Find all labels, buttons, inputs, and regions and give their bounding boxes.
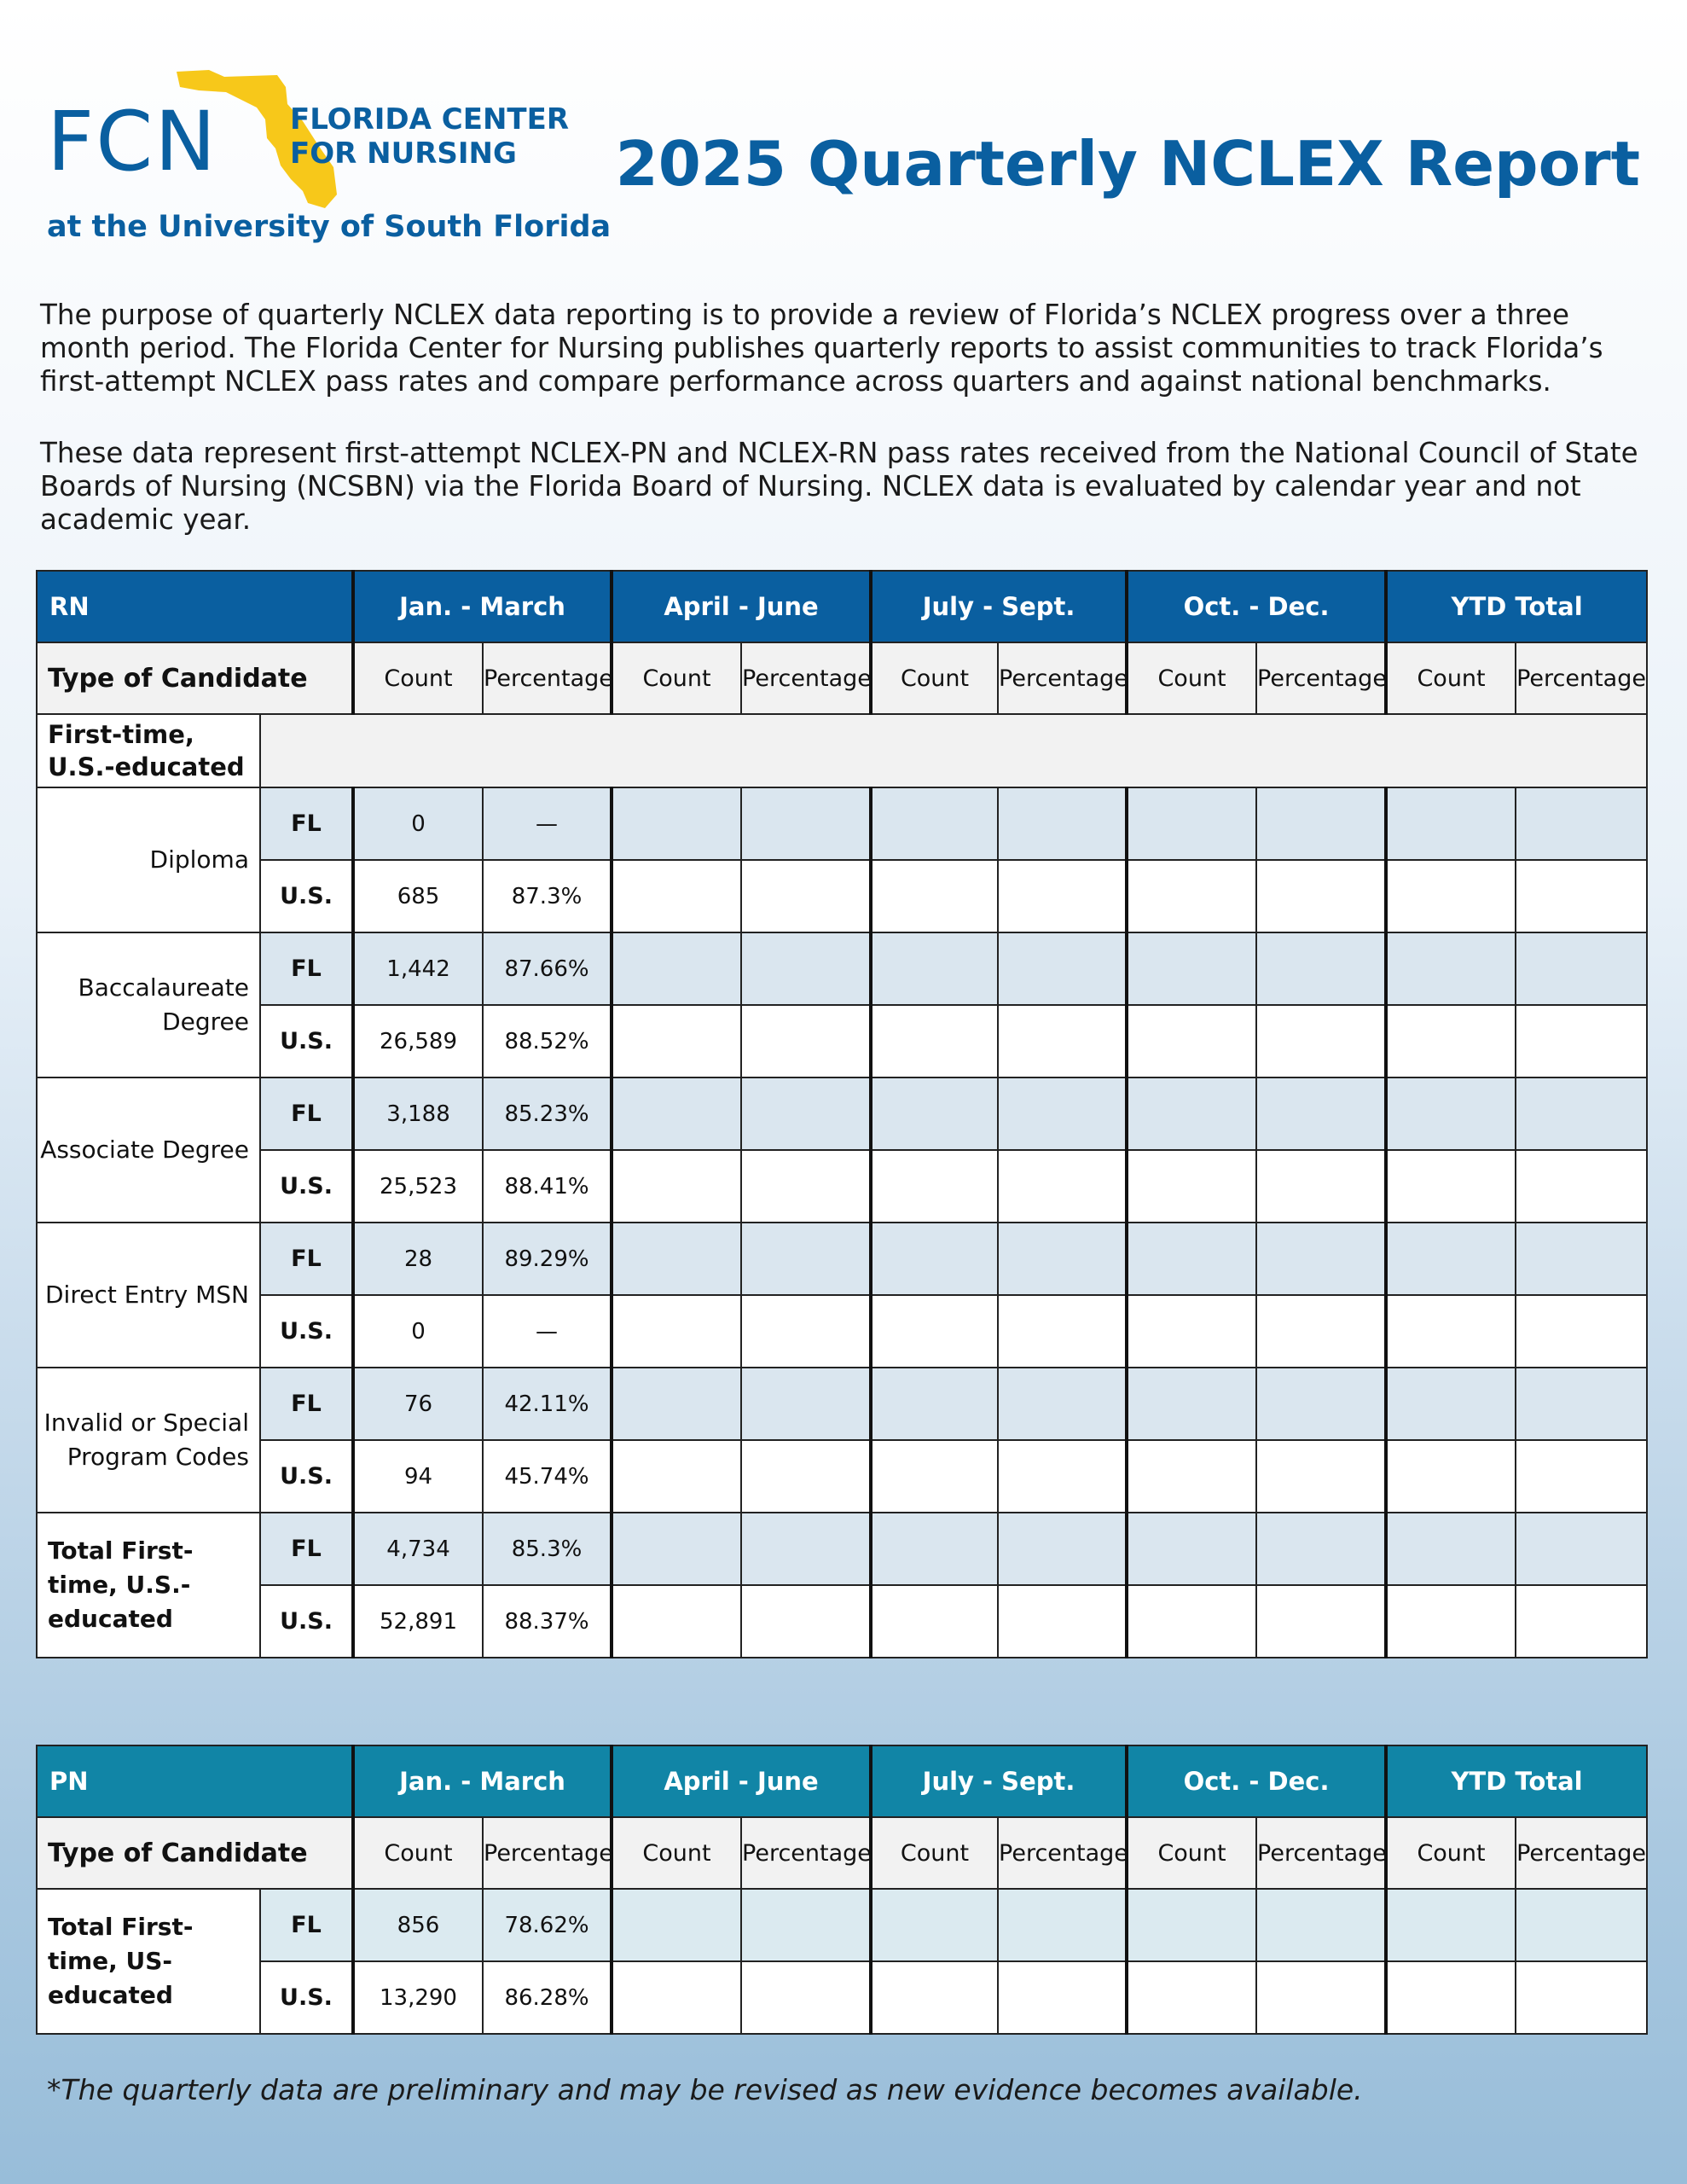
percentage-cell (741, 1889, 871, 1961)
quarter-header-q4: Oct. - Dec. (1127, 1745, 1386, 1817)
count-header: Count (353, 1817, 483, 1889)
percentage-cell (1256, 932, 1386, 1005)
count-cell (1127, 1077, 1256, 1150)
count-header: Count (1127, 1817, 1256, 1889)
table-row (37, 1513, 1647, 1585)
intro-paragraph-1: The purpose of quarterly NCLEX data reporting is to provide a review of Florida’s NCLEX progress over a three month period. The Florida Center for Nursing publishes quarterly reports to assist communities to track Florida’s first-attempt NCLEX pass rates and compare performance across quarters and against national benchmarks. (40, 299, 1603, 398)
count-header: Count (1386, 1817, 1516, 1889)
logo-acronym: FCN (47, 94, 218, 189)
table-row (37, 1961, 1647, 2034)
percentage-cell: 88.52% (483, 1005, 612, 1077)
count-cell (871, 1889, 998, 1961)
count-cell (612, 1585, 741, 1658)
quarter-header-q3: July - Sept. (871, 571, 1127, 642)
count-cell: 3,188 (353, 1077, 483, 1150)
level-label-us: U.S. (260, 1440, 353, 1513)
intro-paragraph-2: These data represent first-attempt NCLEX-PN and NCLEX-RN pass rates received from the National Council of State Boards of Nursing (NCSBN) via the Florida Board of Nursing. NCLEX data is evaluated by calendar year and not academic year. (40, 437, 1638, 536)
percentage-cell (1516, 1077, 1647, 1150)
fcn-logo (47, 60, 612, 264)
percentage-cell (741, 1005, 871, 1077)
count-cell (871, 1513, 998, 1585)
count-cell (1127, 787, 1256, 860)
percentage-cell: 86.28% (483, 1961, 612, 2034)
count-cell (871, 1295, 998, 1368)
percentage-cell (741, 1440, 871, 1513)
count-cell (1127, 1513, 1256, 1585)
percentage-cell (1256, 1223, 1386, 1295)
footnote: *The quarterly data are preliminary and may be revised as new evidence becomes available. (47, 2073, 1363, 2106)
page-title: 2025 Quarterly NCLEX Report (615, 128, 1640, 200)
percentage-cell (1256, 787, 1386, 860)
percentage-cell: 88.37% (483, 1585, 612, 1658)
table-row (37, 1585, 1647, 1658)
level-label-fl: FL (260, 932, 353, 1005)
percentage-cell (1256, 1295, 1386, 1368)
count-cell (612, 1005, 741, 1077)
percentage-cell (1256, 1440, 1386, 1513)
count-cell (871, 1961, 998, 2034)
percentage-cell: 89.29% (483, 1223, 612, 1295)
percentage-cell (741, 1077, 871, 1150)
table-row (37, 860, 1647, 932)
percentage-cell (1516, 1368, 1647, 1440)
percentage-cell: 42.11% (483, 1368, 612, 1440)
count-cell: 0 (353, 1295, 483, 1368)
percentage-header: Percentage (1516, 642, 1647, 714)
percentage-cell (741, 860, 871, 932)
rn-section-label: RN (37, 571, 353, 642)
quarter-header-q2: April - June (612, 571, 871, 642)
percentage-header: Percentage (998, 1817, 1127, 1889)
percentage-cell (741, 1150, 871, 1223)
percentage-cell (1516, 1223, 1647, 1295)
level-label-fl: FL (260, 1223, 353, 1295)
percentage-cell: 88.41% (483, 1150, 612, 1223)
group-label: First-time, U.S.-educated (37, 714, 260, 787)
percentage-cell (1256, 1961, 1386, 2034)
count-header: Count (612, 1817, 741, 1889)
rn-table (36, 570, 1648, 1658)
percentage-cell (1516, 1961, 1647, 2034)
percentage-cell (998, 1889, 1127, 1961)
count-cell (612, 860, 741, 932)
count-cell: 0 (353, 787, 483, 860)
type-of-candidate-header: Type of Candidate (37, 1817, 353, 1889)
percentage-cell (1516, 1005, 1647, 1077)
percentage-cell (998, 1077, 1127, 1150)
table-row (37, 1223, 1647, 1295)
level-label-us: U.S. (260, 1005, 353, 1077)
count-cell (612, 1368, 741, 1440)
quarter-header-q1: Jan. - March (353, 1745, 612, 1817)
percentage-cell (1516, 932, 1647, 1005)
percentage-cell: — (483, 787, 612, 860)
percentage-cell (1256, 1150, 1386, 1223)
candidate-category: Total First-time, US-educated (37, 1889, 260, 2034)
count-cell (1386, 1585, 1516, 1658)
percentage-cell (998, 1005, 1127, 1077)
percentage-cell: 78.62% (483, 1889, 612, 1961)
count-cell (871, 1005, 998, 1077)
percentage-cell (998, 932, 1127, 1005)
count-header: Count (353, 642, 483, 714)
percentage-cell (741, 932, 871, 1005)
logo-name-line1: FLORIDA CENTER (290, 102, 570, 136)
count-cell (1386, 932, 1516, 1005)
logo-name (290, 102, 569, 171)
percentage-cell (1516, 1150, 1647, 1223)
count-cell: 13,290 (353, 1961, 483, 2034)
count-cell: 1,442 (353, 932, 483, 1005)
candidate-category: Diploma (37, 787, 260, 932)
percentage-cell (1516, 1889, 1647, 1961)
percentage-cell (998, 1961, 1127, 2034)
percentage-cell (1256, 1513, 1386, 1585)
count-cell (1386, 787, 1516, 860)
count-cell (1127, 932, 1256, 1005)
count-cell: 94 (353, 1440, 483, 1513)
percentage-cell: 85.3% (483, 1513, 612, 1585)
table-row (37, 1368, 1647, 1440)
count-cell (1386, 1150, 1516, 1223)
count-cell (612, 1223, 741, 1295)
count-cell (1386, 1889, 1516, 1961)
count-cell (1127, 1368, 1256, 1440)
table-row (37, 787, 1647, 860)
percentage-cell (741, 1585, 871, 1658)
count-cell (1127, 1889, 1256, 1961)
count-cell (1386, 1077, 1516, 1150)
percentage-cell (741, 1223, 871, 1295)
count-cell (1386, 1223, 1516, 1295)
candidate-category: Total First-time, U.S.-educated (37, 1513, 260, 1658)
percentage-cell (998, 860, 1127, 932)
percentage-header: Percentage (741, 1817, 871, 1889)
count-header: Count (871, 642, 998, 714)
percentage-cell (998, 1585, 1127, 1658)
quarter-header-q1: Jan. - March (353, 571, 612, 642)
count-header: Count (1386, 642, 1516, 714)
count-cell (871, 1077, 998, 1150)
percentage-cell (1256, 1368, 1386, 1440)
candidate-category: Associate Degree (37, 1077, 260, 1223)
table-row (37, 1295, 1647, 1368)
pn-section-label: PN (37, 1745, 353, 1817)
quarter-header-q2: April - June (612, 1745, 871, 1817)
percentage-cell (998, 1513, 1127, 1585)
logo-name-line2: FOR NURSING (290, 136, 517, 171)
percentage-cell (998, 1223, 1127, 1295)
level-label-us: U.S. (260, 1961, 353, 2034)
level-label-fl: FL (260, 1368, 353, 1440)
percentage-cell (998, 1368, 1127, 1440)
count-cell: 25,523 (353, 1150, 483, 1223)
count-header: Count (1127, 642, 1256, 714)
percentage-cell (998, 1150, 1127, 1223)
count-cell: 26,589 (353, 1005, 483, 1077)
percentage-cell (1256, 860, 1386, 932)
percentage-cell: 85.23% (483, 1077, 612, 1150)
quarter-header-q4: Oct. - Dec. (1127, 571, 1386, 642)
count-cell: 28 (353, 1223, 483, 1295)
percentage-cell: — (483, 1295, 612, 1368)
count-cell (871, 1440, 998, 1513)
level-label-fl: FL (260, 787, 353, 860)
count-cell (1386, 1005, 1516, 1077)
count-cell (612, 1513, 741, 1585)
percentage-cell (1256, 1889, 1386, 1961)
percentage-cell (1516, 787, 1647, 860)
quarter-header-ytd: YTD Total (1386, 571, 1647, 642)
count-cell (1127, 1961, 1256, 2034)
percentage-cell (1516, 1513, 1647, 1585)
percentage-cell (741, 1961, 871, 2034)
table-row (37, 1005, 1647, 1077)
percentage-cell (1256, 1005, 1386, 1077)
percentage-header: Percentage (741, 642, 871, 714)
count-cell: 4,734 (353, 1513, 483, 1585)
percentage-header: Percentage (1516, 1817, 1647, 1889)
percentage-header: Percentage (1256, 642, 1386, 714)
percentage-cell (741, 1368, 871, 1440)
percentage-cell (741, 1513, 871, 1585)
count-cell (612, 932, 741, 1005)
count-cell (1386, 1513, 1516, 1585)
count-cell (1386, 1295, 1516, 1368)
level-label-fl: FL (260, 1513, 353, 1585)
percentage-cell (998, 1295, 1127, 1368)
percentage-cell (1516, 1585, 1647, 1658)
count-cell (871, 932, 998, 1005)
table-row (37, 1150, 1647, 1223)
table-row (37, 1440, 1647, 1513)
table-row (37, 932, 1647, 1005)
percentage-cell (1516, 860, 1647, 932)
percentage-cell (1256, 1077, 1386, 1150)
count-cell (1127, 1223, 1256, 1295)
count-cell (612, 1150, 741, 1223)
percentage-header: Percentage (998, 642, 1127, 714)
count-cell (871, 787, 998, 860)
quarter-header-q3: July - Sept. (871, 1745, 1127, 1817)
count-cell: 685 (353, 860, 483, 932)
count-cell (1127, 1295, 1256, 1368)
candidate-category: Baccalaureate Degree (37, 932, 260, 1077)
count-cell (1386, 1440, 1516, 1513)
count-header: Count (612, 642, 741, 714)
count-cell (612, 787, 741, 860)
type-of-candidate-header: Type of Candidate (37, 642, 353, 714)
count-cell (1386, 1961, 1516, 2034)
level-label-us: U.S. (260, 1150, 353, 1223)
level-label-us: U.S. (260, 860, 353, 932)
count-cell (1127, 1440, 1256, 1513)
count-cell (1127, 1005, 1256, 1077)
count-cell (612, 1961, 741, 2034)
candidate-category: Invalid or Special Program Codes (37, 1368, 260, 1513)
count-cell (612, 1077, 741, 1150)
count-cell (1127, 1585, 1256, 1658)
percentage-header: Percentage (483, 642, 612, 714)
percentage-cell (998, 1440, 1127, 1513)
quarter-header-ytd: YTD Total (1386, 1745, 1647, 1817)
percentage-cell: 45.74% (483, 1440, 612, 1513)
percentage-cell (741, 1295, 871, 1368)
percentage-cell (1256, 1585, 1386, 1658)
count-cell (1386, 860, 1516, 932)
count-cell (612, 1440, 741, 1513)
logo-affiliation: at the University of South Florida (47, 210, 612, 244)
table-row (37, 1889, 1647, 1961)
percentage-cell: 87.3% (483, 860, 612, 932)
count-cell (871, 1223, 998, 1295)
level-label-fl: FL (260, 1889, 353, 1961)
percentage-cell (741, 787, 871, 860)
count-cell (612, 1889, 741, 1961)
count-cell (612, 1295, 741, 1368)
table-row (37, 1077, 1647, 1150)
pn-table (36, 1745, 1648, 2035)
level-label-fl: FL (260, 1077, 353, 1150)
percentage-cell: 87.66% (483, 932, 612, 1005)
count-cell (871, 1585, 998, 1658)
level-label-us: U.S. (260, 1295, 353, 1368)
percentage-header: Percentage (1256, 1817, 1386, 1889)
count-cell: 76 (353, 1368, 483, 1440)
count-cell (871, 860, 998, 932)
count-cell (1386, 1368, 1516, 1440)
count-cell (1127, 860, 1256, 932)
percentage-cell (1516, 1295, 1647, 1368)
count-cell: 856 (353, 1889, 483, 1961)
percentage-header: Percentage (483, 1817, 612, 1889)
count-cell: 52,891 (353, 1585, 483, 1658)
count-cell (871, 1150, 998, 1223)
group-fill (260, 714, 1647, 787)
level-label-us: U.S. (260, 1585, 353, 1658)
percentage-cell (998, 787, 1127, 860)
count-cell (1127, 1150, 1256, 1223)
count-cell (871, 1368, 998, 1440)
percentage-cell (1516, 1440, 1647, 1513)
candidate-category: Direct Entry MSN (37, 1223, 260, 1368)
count-header: Count (871, 1817, 998, 1889)
